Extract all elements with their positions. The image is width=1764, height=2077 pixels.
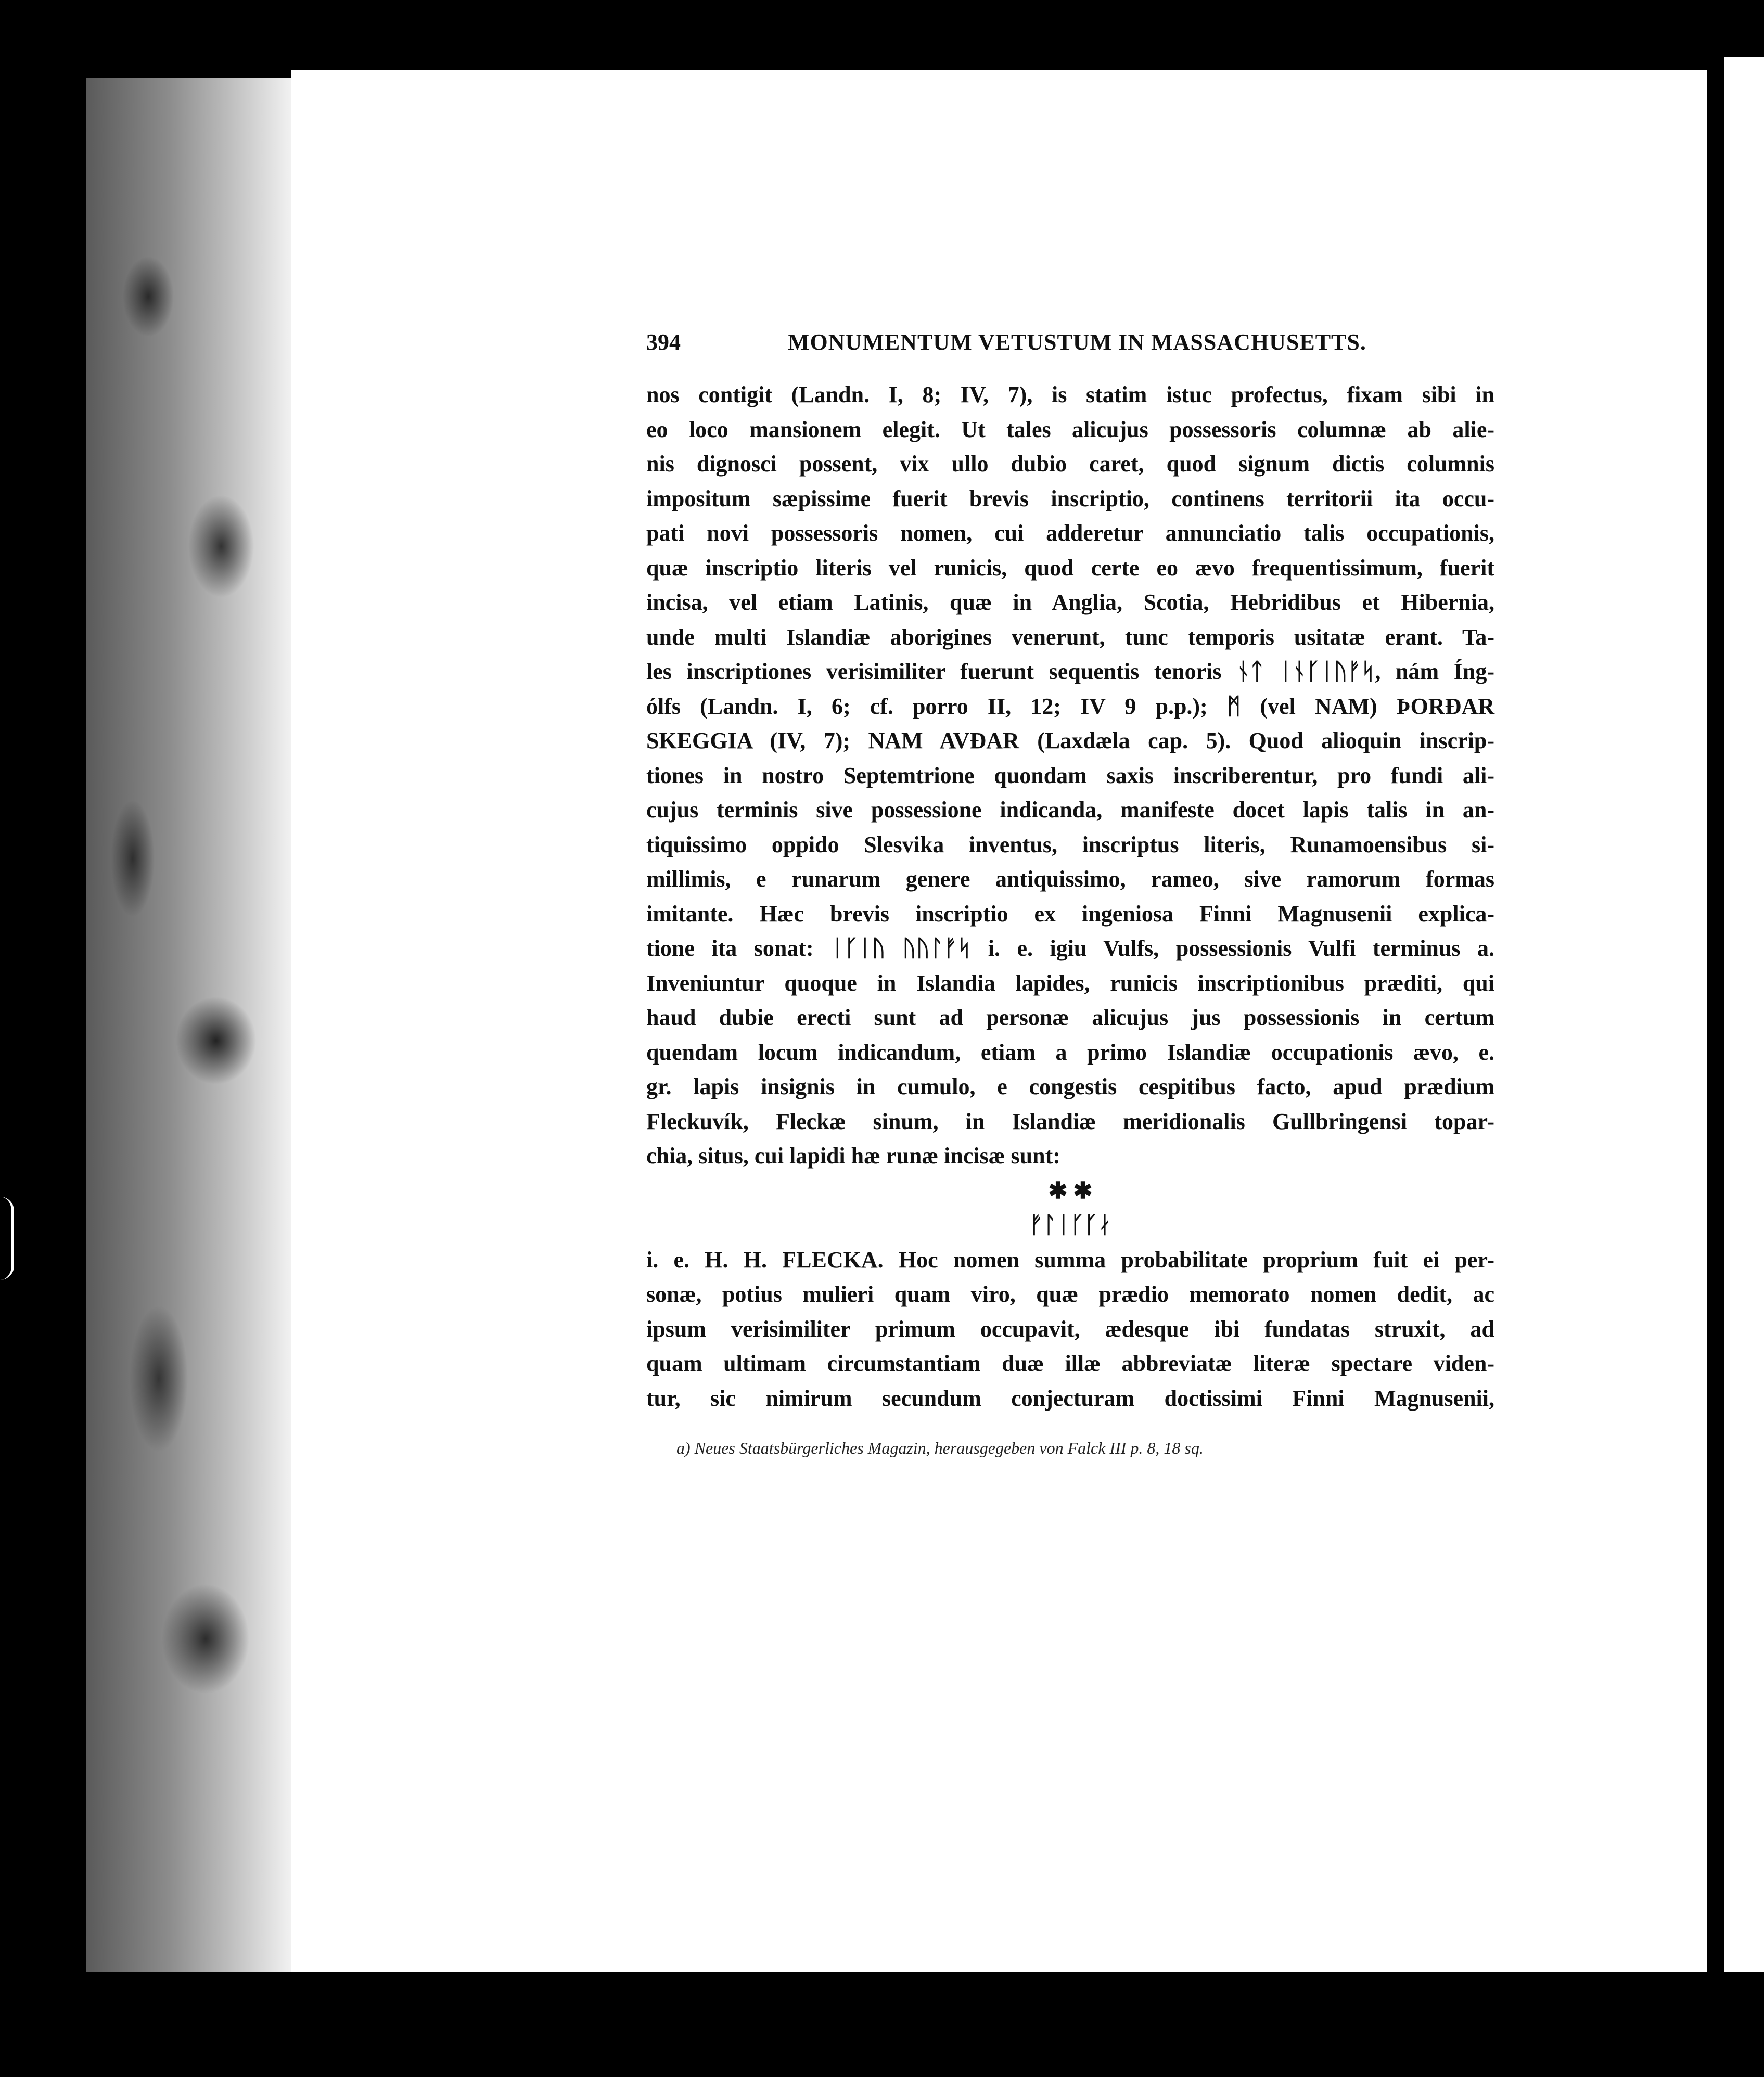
text-line: ipsum verisimiliter primum occupavit, ædesque ibi fundatas struxit, ad (646, 1316, 1494, 1342)
text-line: sonæ, potius mulieri quam viro, quæ prædio memorato nomen dedit, ac (646, 1281, 1494, 1307)
text-line: haud dubie erecti sunt ad personæ alicujus jus possessionis in certum (646, 1005, 1494, 1030)
text-line: i. e. H. H. FLECKA. Hoc nomen summa probabilitate proprium fuit ei per- (646, 1247, 1494, 1273)
text-line: quæ inscriptio literis vel runicis, quod certe eo ævo frequentissimum, fuerit (646, 555, 1494, 581)
running-header (646, 329, 1500, 360)
text-line: eo loco mansionem elegit. Ut tales alicujus possessoris columnæ ab alie- (646, 416, 1494, 442)
rune-inscription-bottom: ᚠᛚᛁᚴᚴᛅ (1029, 1212, 1112, 1238)
text-line: tione ita sonat: ᛁᚴᛁᚢ ᚢᚢᛚᚠᛋ i. e. igiu Vulfs, possessionis Vulfi terminus a. (646, 935, 1494, 961)
text-line: ólfs (Landn. I, 6; cf. porro II, 12; IV 9 p.p.); ᛗ (vel NAM) ÞORÐAR (646, 693, 1494, 719)
text-line: SKEGGIA (IV, 7); NAM AVÐAR (Laxdæla cap. 5). Quod alioquin inscrip- (646, 728, 1494, 753)
text-line: millimis, e runarum genere antiquissimo, rameo, sive ramorum formas (646, 866, 1494, 892)
text-line: quendam locum indicandum, etiam a primo Islandiæ occupationis ævo, e. (646, 1039, 1494, 1065)
text-line: quam ultimam circumstantiam duæ illæ abbreviatæ literæ spectare viden- (646, 1351, 1494, 1376)
next-page-edge (1717, 57, 1764, 1972)
text-line: incisa, vel etiam Latinis, quæ in Anglia, Scotia, Hebridibus et Hibernia, (646, 589, 1494, 615)
text-line: pati novi possessoris nomen, cui adderetur annunciatio talis occupationis, (646, 520, 1494, 546)
text-line: nis dignosci possent, vix ullo dubio caret, quod signum dictis columnis (646, 451, 1494, 477)
footnote: a) Neues Staatsbürgerliches Magazin, herausgegeben von Falck III p. 8, 18 sq. (676, 1439, 1204, 1457)
text-line: tur, sic nimirum secundum conjecturam doctissimi Finni Magnusenii, (646, 1385, 1494, 1411)
scanner-edge-mark (0, 1197, 14, 1280)
rune-inscription-top: ✱ ✱ (1048, 1177, 1093, 1203)
running-title: MONUMENTUM VETUSTUM IN MASSACHUSETTS. (788, 329, 1366, 355)
page-number: 394 (646, 329, 681, 355)
text-line: chia, situs, cui lapidi hæ runæ incisæ sunt: (646, 1143, 1060, 1169)
text-line: gr. lapis insignis in cumulo, e congestis cespitibus facto, apud prædium (646, 1074, 1494, 1099)
text-line: impositum sæpissime fuerit brevis inscriptio, continens territorii ita occu- (646, 485, 1494, 511)
text-line: les inscriptiones verisimiliter fuerunt sequentis tenoris ᚾᛏ ᛁᚾᚴᛁᚢᚠᛋ, nám Íng- (646, 659, 1494, 684)
text-line: unde multi Islandiæ aborigines venerunt, tunc temporis usitatæ erant. Ta- (646, 624, 1494, 650)
main-text (646, 378, 1494, 1416)
text-line: imitante. Hæc brevis inscriptio ex ingeniosa Finni Magnusenii explica- (646, 901, 1494, 927)
text-line: tiones in nostro Septemtrione quondam saxis inscriberentur, pro fundi ali- (646, 762, 1494, 788)
text-line: tiquissimo oppido Slesvika inventus, inscriptus literis, Runamoensibus si- (646, 831, 1494, 857)
text-line: Fleckuvík, Fleckæ sinum, in Islandiæ meridionalis Gullbringensi topar- (646, 1108, 1494, 1134)
text-line: cujus terminis sive possessione indicanda, manifeste docet lapis talis in an- (646, 797, 1494, 823)
text-line: nos contigit (Landn. I, 8; IV, 7), is statim istuc profectus, fixam sibi in (646, 382, 1494, 407)
book-gutter-shadow (86, 78, 294, 1972)
text-line: Inveniuntur quoque in Islandia lapides, runicis inscriptionibus præditi, qui (646, 970, 1494, 996)
